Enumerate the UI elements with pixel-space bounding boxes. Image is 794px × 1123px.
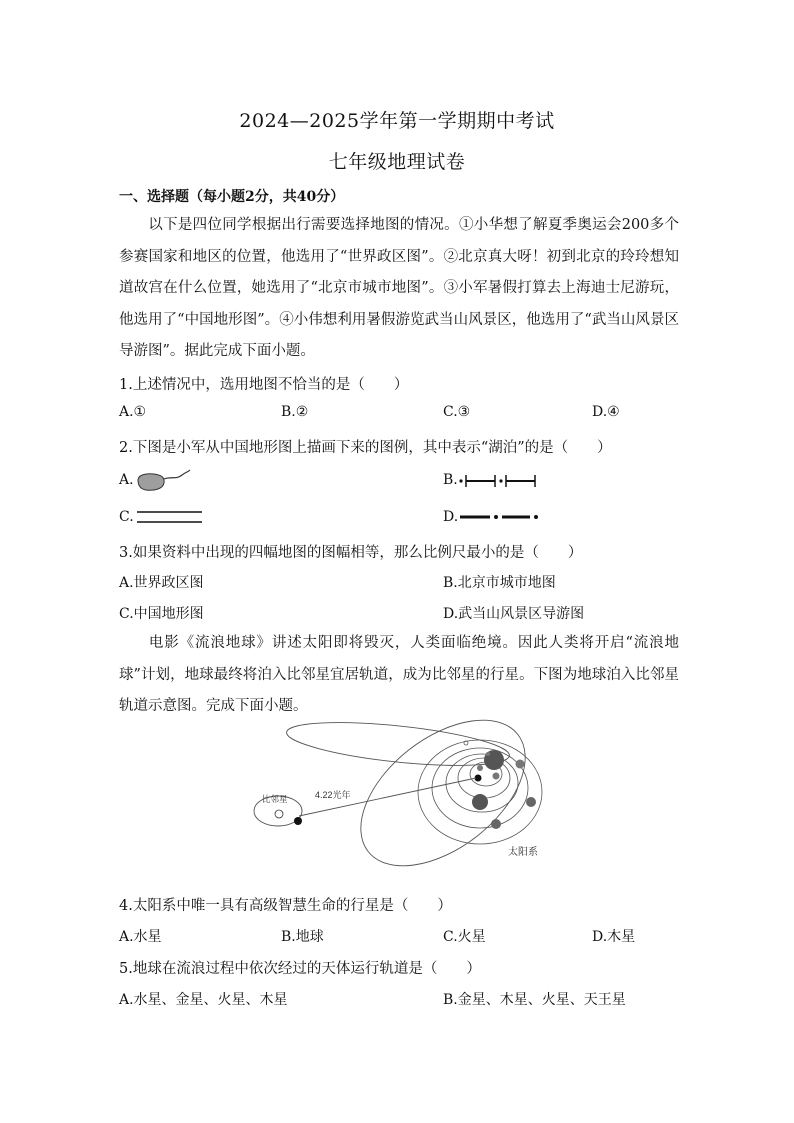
question-5-stem: 5.地球在流浪过程中依次经过的天体运行轨道是（ ） xyxy=(119,961,481,977)
q1-option-d[interactable]: D.④ xyxy=(592,404,620,420)
q2-option-a-label: A. xyxy=(119,472,134,488)
q2-option-c-label: C. xyxy=(119,509,134,525)
q3-option-d[interactable]: D.武当山风景区导游图 xyxy=(443,606,585,622)
q2-option-d[interactable] xyxy=(443,509,458,525)
passage-1 xyxy=(119,210,679,368)
q2-option-d-label: D. xyxy=(443,509,459,525)
border-symbol-icon xyxy=(458,472,540,490)
q2-option-c[interactable] xyxy=(119,509,134,525)
earth-at-proxima-icon xyxy=(294,817,302,825)
double-line-symbol-icon xyxy=(136,508,204,526)
q3-option-b[interactable]: B.北京市城市地图 xyxy=(443,575,556,591)
q4-option-a[interactable]: A.水星 xyxy=(119,929,162,945)
passage-1-text: 以下是四位同学根据出行需要选择地图的情况。①小华想了解夏季奥运会200多个参赛国家和地区的位置，他选用了“世界政区图”。②北京真大呀！初到北京的玲玲想知道故宫在什么位置，她选用了“北京市城市地图”。③小军暑假打算去上海迪士尼游玩，他选用了“中国地形图”。④小伟想利用暑假游览武当山风景区，他选用了“武当山风景区导游图”。据此完成下面小题。 xyxy=(119,217,679,359)
question-1-stem: 1.上述情况中，选用地图不恰当的是（ ） xyxy=(119,377,409,393)
question-2-stem: 2.下图是小军从中国地形图上描画下来的图例，其中表示“湖泊”的是（ ） xyxy=(119,440,612,456)
proxima-star-icon xyxy=(275,810,283,818)
q4-option-c[interactable]: C.火星 xyxy=(443,929,486,945)
lake-symbol-icon xyxy=(132,466,194,496)
exam-title: 2024—2025学年第一学期期中考试 xyxy=(239,110,555,132)
exam-subtitle: 七年级地理试卷 xyxy=(328,151,466,173)
q3-option-a[interactable]: A.世界政区图 xyxy=(119,575,204,591)
q5-option-b[interactable]: B.金星、木星、火星、天王星 xyxy=(443,992,626,1008)
solar-system-label: 太阳系 xyxy=(508,847,538,858)
question-4-stem: 4.太阳系中唯一具有高级智慧生命的行星是（ ） xyxy=(119,898,452,914)
q1-option-b[interactable]: B.② xyxy=(281,404,309,420)
earth-to-proxima-diagram xyxy=(248,718,548,868)
q2-option-b-label: B. xyxy=(443,472,458,488)
passage-2 xyxy=(119,628,679,723)
passage-2-text: 电影《流浪地球》讲述太阳即将毁灭，人类面临绝境。因此人类将开启“流浪地球”计划，地球最终将泊入比邻星宜居轨道，成为比邻星的行星。下图为地球泊入比邻星轨道示意图。完成下面小题。 xyxy=(119,635,679,714)
q4-option-d[interactable]: D.木星 xyxy=(592,929,636,945)
question-3-stem: 3.如果资料中出现的四幅地图的图幅相等，那么比例尺最小的是（ ） xyxy=(119,545,583,561)
q4-option-b[interactable]: B.地球 xyxy=(281,929,324,945)
q1-option-c[interactable]: C.③ xyxy=(443,404,471,420)
dash-dot-symbol-icon xyxy=(458,510,542,524)
distance-label: 4.22光年 xyxy=(315,790,351,800)
section-heading: 一、选择题（每小题2分，共40分） xyxy=(119,189,345,205)
q1-option-a[interactable]: A.① xyxy=(119,404,147,420)
q5-option-a[interactable]: A.水星、金星、火星、木星 xyxy=(119,992,288,1008)
q3-option-c[interactable]: C.中国地形图 xyxy=(119,606,204,622)
q2-option-b[interactable] xyxy=(443,472,458,488)
proxima-label: 比邻星 xyxy=(262,794,288,804)
